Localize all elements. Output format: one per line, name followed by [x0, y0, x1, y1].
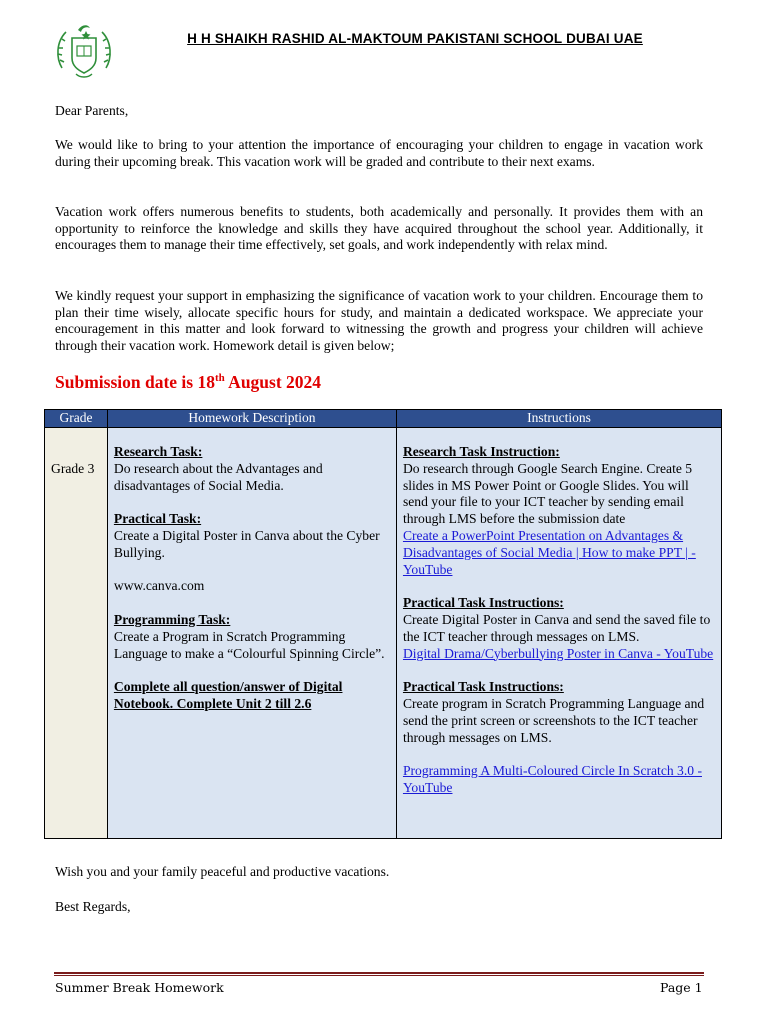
salutation: Dear Parents, — [55, 103, 129, 118]
programming-task-text: Create a Program in Scratch Programming Language to make a “Colourful Spinning Circle”. — [113, 628, 385, 661]
notebook-task-text: Complete all question/answer of Digital Notebook. Complete Unit 2 till 2.6 — [113, 679, 343, 711]
closing-wish: Wish you and your family peaceful and productive vacations. — [55, 864, 390, 879]
programming-task-title: Programming Task: — [113, 611, 231, 627]
programming-instruction-block — [403, 679, 715, 746]
footer-divider-thin — [54, 975, 704, 976]
practical-instruction-title: Practical Task Instructions: — [402, 595, 564, 611]
paragraph-2: Vacation work offers numerous benefits to students, both academically and personally. It provides them with an opportunity to reinforce the knowledge and skills they have acquired throughout the school year. Additionally, it encourages them to manage their time effectively, set goals, and work independently with relax mind. — [55, 204, 703, 253]
grade-cell: Grade 3 — [45, 428, 108, 839]
practical-task-title: Practical Task: — [113, 511, 202, 527]
research-task-block — [114, 444, 390, 494]
website-text: www.canva.com — [113, 578, 205, 594]
programming-instruction-text: Create program in Scratch Programming Language and send the print screen or screenshots to the ICT teacher through messages on LMS. — [402, 695, 705, 745]
table-row — [45, 428, 722, 839]
closing-regards: Best Regards, — [55, 899, 131, 914]
homework-table — [44, 409, 722, 839]
page-number: Page 1 — [660, 980, 703, 995]
submission-date: Submission date is 18th August 2024 — [55, 372, 322, 392]
programming-link-block — [403, 763, 715, 797]
research-instruction-block — [403, 444, 715, 578]
header-description: Homework Description — [107, 410, 396, 428]
paragraph-3: We kindly request your support in emphasizing the significance of vacation work to your children. Encourage them to plan their time wisely, allocate specific hours for study, and maintain a dedicated workspace. We appreciate your encouragement in this matter and look forward to witnessing the growth and progress your children will achieve through their vacation work. Homework detail is given below; — [55, 288, 703, 353]
description-cell — [107, 428, 396, 839]
research-instruction-title: Research Task Instruction: — [402, 444, 560, 459]
school-crest-icon — [52, 22, 116, 80]
table-header-row — [45, 410, 722, 428]
header-grade: Grade — [45, 410, 108, 428]
practical-youtube-link[interactable]: Digital Drama/Cyberbullying Poster in Canva - YouTube — [402, 645, 714, 661]
practical-instruction-text: Create Digital Poster in Canva and send the saved file to the ICT teacher through messages on LMS. — [402, 611, 711, 644]
practical-task-block — [114, 511, 390, 561]
paragraph-1: We would like to bring to your attention the importance of encouraging your children to engage in vacation work during their upcoming break. This vacation work will be graded and contribute to their next exams. — [55, 137, 703, 169]
instructions-cell — [396, 428, 721, 839]
footer-title: Summer Break Homework — [55, 980, 224, 995]
research-task-text: Do research about the Advantages and disadvantages of Social Media. — [113, 460, 323, 493]
research-task-title: Research Task: — [113, 444, 203, 459]
school-name: H H SHAIKH RASHID AL-MAKTOUM PAKISTANI SCHOOL DUBAI UAE — [187, 31, 643, 46]
programming-instruction-title: Practical Task Instructions: — [402, 679, 564, 695]
programming-youtube-link[interactable]: Programming A Multi-Coloured Circle In Scratch 3.0 - YouTube — [402, 763, 702, 795]
practical-instruction-block — [403, 595, 715, 662]
header-instructions: Instructions — [396, 410, 721, 428]
practical-task-text: Create a Digital Poster in Canva about the Cyber Bullying. — [113, 527, 380, 560]
programming-task-block — [114, 612, 390, 662]
research-youtube-link[interactable]: Create a PowerPoint Presentation on Advantages & Disadvantages of Social Media | How to make PPT | - YouTube — [402, 527, 696, 577]
research-instruction-text: Do research through Google Search Engine. Create 5 slides in MS Power Point or Google Slides. You will send your file to your ICT teacher by sending email through LMS before the submission date — [402, 460, 693, 527]
footer-divider — [54, 972, 704, 974]
